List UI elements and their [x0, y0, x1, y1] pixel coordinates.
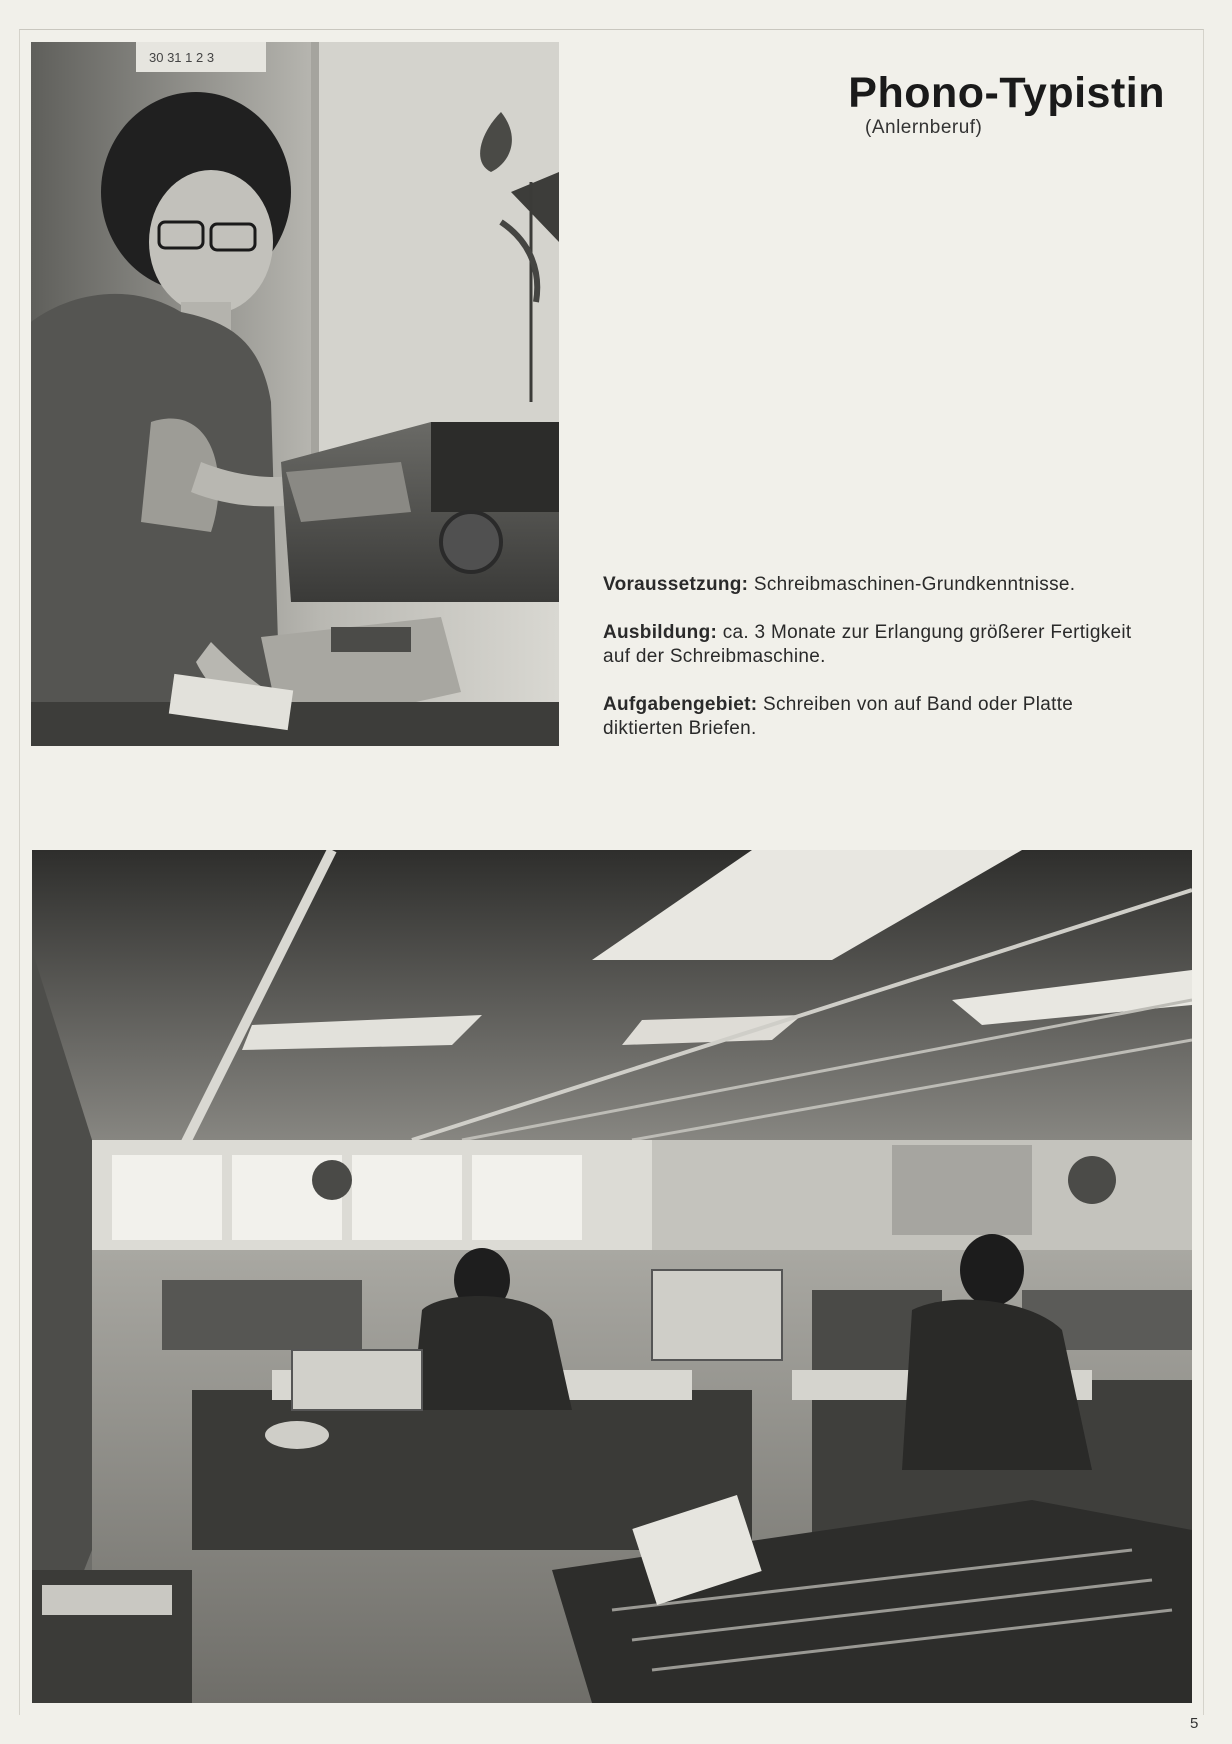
office-photo	[32, 850, 1192, 1703]
voraussetzung-label: Voraussetzung:	[603, 574, 749, 595]
page-number: 5	[1190, 1715, 1199, 1732]
ausbildung-label: Ausbildung:	[603, 622, 718, 643]
aufgabengebiet-text: Schreiben von auf Band oder Platte diktierten Briefen.	[603, 694, 1074, 739]
job-info	[603, 573, 1143, 765]
info-voraussetzung	[603, 573, 1143, 597]
title-block	[780, 70, 1165, 139]
info-ausbildung	[603, 621, 1143, 669]
voraussetzung-text: Schreibmaschinen-Grundkenntnisse.	[753, 574, 1076, 595]
ausbildung-text: ca. 3 Monate zur Erlangung größerer Fertigkeit auf der Schreibmaschine.	[603, 622, 1132, 667]
typist-photo	[31, 42, 559, 746]
info-aufgabengebiet	[603, 693, 1143, 741]
wall-note-text: 30 31 1 2 3	[149, 50, 215, 65]
page-title: Phono-Typistin	[848, 69, 1165, 117]
page-subtitle: (Anlernberuf)	[865, 117, 983, 138]
aufgabengebiet-label: Aufgabengebiet:	[603, 694, 758, 715]
